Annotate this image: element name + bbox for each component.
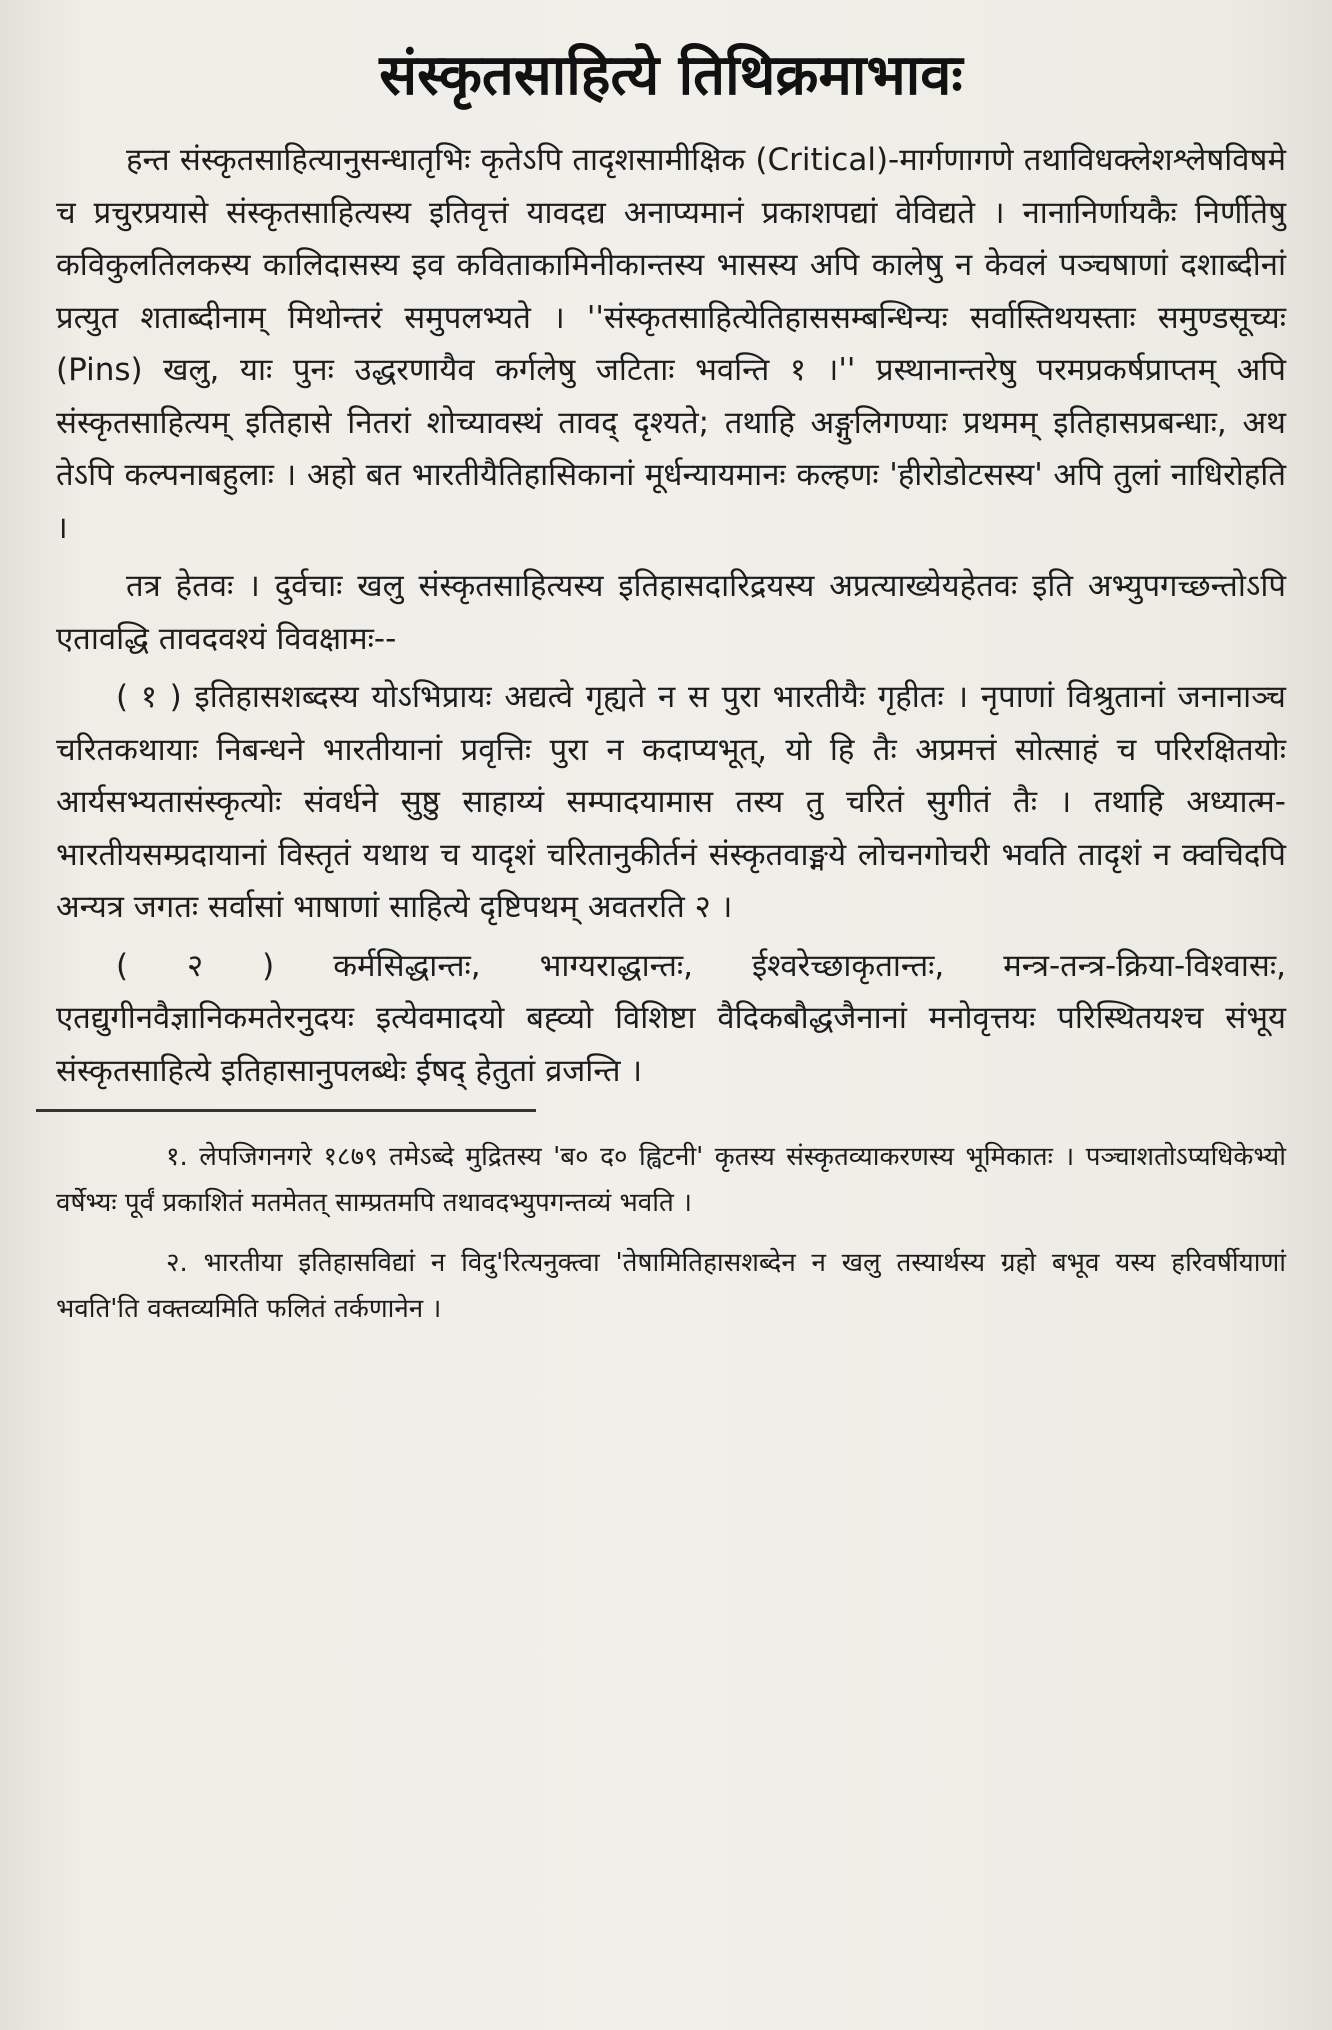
footnote-2: २. भारतीया इतिहासविद्यां न विदु'रित्यनुक्त्वा 'तेषामितिहासशब्देन न खलु तस्यार्थस्य ग्रहो बभूव यस्य हरिवर्षीयाणां भवति'ति वक्तव्यमिति फलितं तर्कणानेन ।: [56, 1248, 1286, 1324]
body-paragraph-point-2: ( २ ) कर्मसिद्धान्तः, भाग्यराद्धान्तः, ईश्वरेच्छाकृतान्तः, मन्त्र-तन्त्र-क्रिया-विश्वासः, एतद्युगीनवैज्ञानिकमतेरनुदयः इत्येवमादयो बह्व्यो विशिष्टा वैदिकबौद्धजैनानां मनोवृत्तयः परिस्थितयश्च संभूय संस्कृतसाहित्ये इतिहासानुपलब्धेः ईषद् हेतुतां व्रजन्ति ।: [56, 947, 1286, 1089]
footnote-divider: [36, 1109, 536, 1112]
body-paragraph-reasons: तत्र हेतवः । दुर्वचाः खलु संस्कृतसाहित्यस्य इतिहासदारिद्रयस्य अप्रत्याख्येयहेतवः इति अभ्युपगच्छन्तोऽपि एतावद्धि तावदवश्यं विवक्षामः--: [56, 568, 1286, 657]
body-paragraph-intro: हन्त संस्कृतसाहित्यानुसन्धातृभिः कृतेऽपि तादृशसामीक्षिक (Critical)-मार्गणागणे तथाविधक्लेशश्लेषविषमे च प्रचुरप्रयासे संस्कृतसाहित्यस्य इतिवृत्तं यावदद्य अनाप्यमानं प्रकाशपद्यां वेविद्यते । नानानिर्णायकैः निर्णीतेषु कविकुलतिलकस्य कालिदासस्य इव कविताकामिनीकान्तस्य भासस्य अपि कालेषु न केवलं पञ्चषाणां दशाब्दीनां प्रत्युत शताब्दीनाम् मिथोन्तरं समुपलभ्यते । ''संस्कृतसाहित्येतिहाससम्बन्धिन्यः सर्वास्तिथयस्ताः समुण्डसूच्यः (Pins) खलु, याः पुनः उद्धरणायैव कर्गलेषु जटिताः भवन्ति १ ।'' प्रस्थानान्तरेषु परमप्रकर्षप्राप्तम् अपि संस्कृतसाहित्यम् इतिहासे नितरां शोच्यावस्थं तावद् दृश्यते; तथाहि अङ्गुलिगण्याः प्रथमम् इतिहासप्रबन्धाः, अथ तेऽपि कल्पनाबहुलाः । अहो बत भारतीयैतिहासिकानां मूर्धन्यायमानः कल्हणः 'हीरोडोटसस्य' अपि तुलां नाधिरोहति ।: [56, 142, 1286, 546]
page-title: संस्कृतसाहित्ये तिथिक्रमाभावः: [379, 43, 963, 108]
body-paragraph-point-1: ( १ ) इतिहासशब्दस्य योऽभिप्रायः अद्यत्वे गृह्यते न स पुरा भारतीयैः गृहीतः । नृपाणां विश्रुतानां जनानाञ्च चरितकथायाः निबन्धने भारतीयानां प्रवृत्तिः पुरा न कदाप्यभूत्, यो हि तैः अप्रमत्तं सोत्साहं च परिरक्षितयोः आर्यसभ्यतासंस्कृत्योः संवर्धने सुष्ठु साहाय्यं सम्पादयामास तस्य तु चरितं सुगीतं तैः । तथाहि अध्यात्म-भारतीयसम्प्रदायानां विस्तृतं यथाथ च यादृशं चरितानुकीर्तनं संस्कृतवाङ्मये लोचनगोचरी भवति तादृशं न क्वचिदपि अन्यत्र जगतः सर्वासां भाषाणां साहित्ये दृष्टिपथम् अवतरति २ ।: [56, 679, 1286, 925]
footnote-1: १. लेपजिगनगरे १८७९ तमेऽब्दे मुद्रितस्य 'ब० द० ह्विटनी' कृतस्य संस्कृतव्याकरणस्य भूमिकातः । पञ्चाशतोऽप्यधिकेभ्यो वर्षेभ्यः पूर्वं प्रकाशितं मतमेतत् साम्प्रतमपि तथावदभ्युपगन्तव्यं भवति ।: [56, 1142, 1286, 1218]
